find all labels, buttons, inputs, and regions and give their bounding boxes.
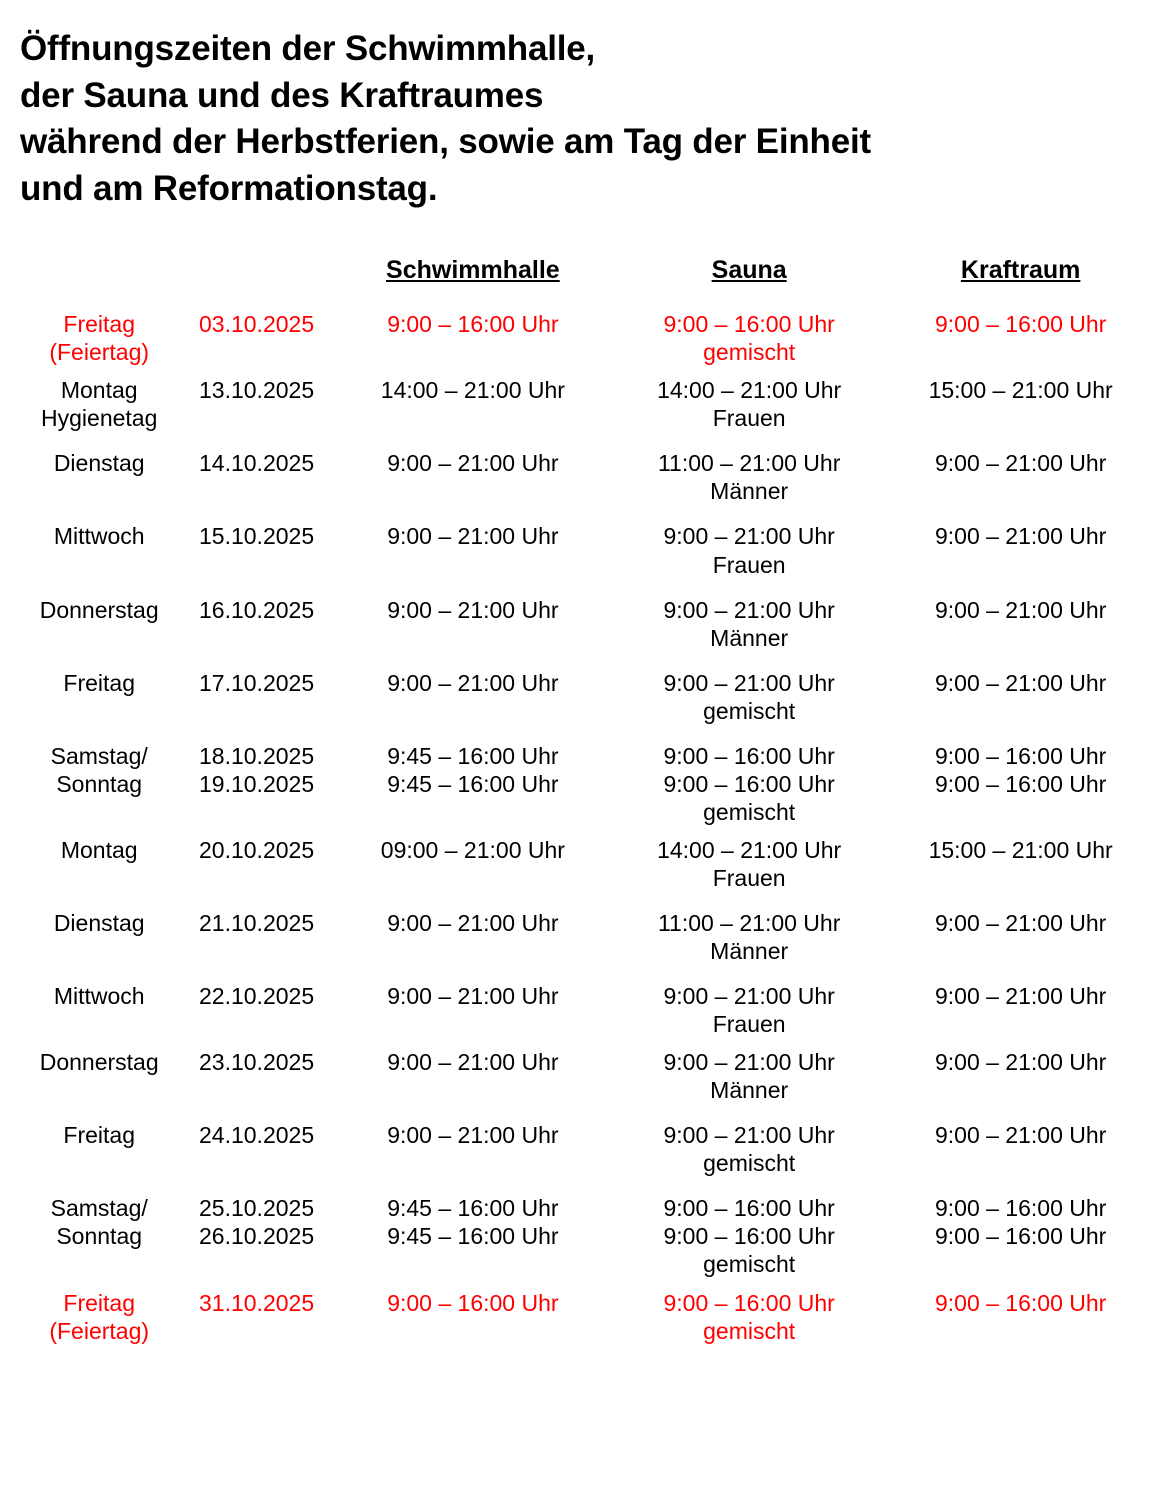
table-header-row	[20, 256, 1154, 293]
cell-sauna	[611, 432, 887, 505]
cell-kraftraum	[887, 826, 1154, 892]
cell-day-line: Samstag/	[50, 742, 148, 769]
cell-date-line: 22.10.2025	[199, 983, 315, 1010]
column-header-kraftraum: Kraftraum	[960, 256, 1081, 285]
cell-day-line: Dienstag	[53, 450, 145, 477]
cell-day	[20, 505, 178, 578]
cell-sauna-line: 14:00 – 21:00 Uhr	[657, 377, 842, 404]
cell-date-line: 25.10.2025	[199, 1195, 315, 1222]
cell-day-line: Freitag	[63, 669, 135, 696]
table-row	[20, 293, 1154, 366]
table-header	[20, 256, 1154, 293]
cell-day	[20, 965, 178, 1038]
cell-day-line: Dienstag	[53, 909, 145, 936]
cell-sauna-line: gemischt	[703, 697, 796, 724]
cell-kraftraum-line: 15:00 – 21:00 Uhr	[928, 377, 1113, 404]
cell-date	[178, 892, 334, 965]
title-line-2: der Sauna und des Kraftraumes	[20, 75, 544, 115]
cell-sauna-line: 9:00 – 16:00 Uhr	[663, 742, 835, 769]
cell-sauna-line: 9:00 – 21:00 Uhr	[663, 523, 835, 550]
cell-schwimmhalle-line: 9:45 – 16:00 Uhr	[387, 770, 559, 797]
cell-day	[20, 293, 178, 366]
cell-sauna-line: 9:00 – 16:00 Uhr	[663, 1289, 835, 1316]
cell-sauna	[611, 892, 887, 965]
table-row	[20, 826, 1154, 892]
cell-schwimmhalle	[335, 1038, 611, 1104]
cell-kraftraum-line: 15:00 – 21:00 Uhr	[928, 836, 1113, 863]
cell-date	[178, 1104, 334, 1177]
cell-day	[20, 1279, 178, 1345]
cell-schwimmhalle	[335, 826, 611, 892]
cell-date	[178, 579, 334, 652]
cell-kraftraum	[887, 432, 1154, 505]
cell-date	[178, 505, 334, 578]
table-row	[20, 892, 1154, 965]
cell-kraftraum-line: 9:00 – 16:00 Uhr	[934, 770, 1107, 797]
cell-sauna-line: 9:00 – 21:00 Uhr	[663, 1049, 835, 1076]
cell-sauna-line: Männer	[710, 624, 789, 651]
cell-sauna-line: gemischt	[703, 798, 796, 825]
cell-day	[20, 432, 178, 505]
cell-sauna-line: 9:00 – 21:00 Uhr	[663, 1122, 835, 1149]
cell-sauna-line: gemischt	[703, 339, 796, 366]
cell-sauna	[611, 579, 887, 652]
cell-schwimmhalle	[335, 366, 611, 432]
cell-sauna-line: Frauen	[712, 551, 786, 578]
cell-schwimmhalle-line: 9:45 – 16:00 Uhr	[387, 742, 559, 769]
cell-date	[178, 432, 334, 505]
cell-kraftraum-line: 9:00 – 21:00 Uhr	[934, 1122, 1107, 1149]
cell-day-line: Mittwoch	[53, 523, 145, 550]
table-row	[20, 432, 1154, 505]
cell-schwimmhalle-line: 09:00 – 21:00 Uhr	[380, 836, 565, 863]
cell-day-line: Samstag/	[50, 1195, 148, 1222]
cell-sauna-line: 9:00 – 16:00 Uhr	[663, 1195, 835, 1222]
cell-date	[178, 293, 334, 366]
cell-schwimmhalle	[335, 293, 611, 366]
cell-date-line: 20.10.2025	[199, 836, 315, 863]
cell-day-line: Montag	[60, 377, 138, 404]
column-header-sauna: Sauna	[711, 256, 787, 285]
cell-kraftraum	[887, 505, 1154, 578]
cell-date-line: 03.10.2025	[199, 311, 315, 338]
cell-schwimmhalle-line: 9:00 – 21:00 Uhr	[387, 909, 559, 936]
table-row	[20, 505, 1154, 578]
cell-date	[178, 725, 334, 826]
cell-sauna-line: 9:00 – 16:00 Uhr	[663, 1223, 835, 1250]
cell-kraftraum	[887, 366, 1154, 432]
cell-sauna-line: 14:00 – 21:00 Uhr	[657, 836, 842, 863]
cell-date	[178, 1177, 334, 1278]
title-line-3: während der Herbstferien, sowie am Tag der Einheit	[20, 122, 871, 162]
cell-kraftraum-line: 9:00 – 16:00 Uhr	[934, 311, 1107, 338]
table-row	[20, 1177, 1154, 1278]
cell-date	[178, 1279, 334, 1345]
cell-date-line: 21.10.2025	[199, 909, 315, 936]
cell-day-line: Freitag	[63, 1122, 135, 1149]
cell-date-line: 26.10.2025	[199, 1223, 315, 1250]
cell-sauna	[611, 826, 887, 892]
cell-sauna-line: 11:00 – 21:00 Uhr	[657, 450, 841, 477]
cell-kraftraum-line: 9:00 – 21:00 Uhr	[934, 983, 1107, 1010]
cell-day	[20, 579, 178, 652]
cell-date	[178, 826, 334, 892]
page-title	[20, 26, 1154, 212]
table-row	[20, 579, 1154, 652]
cell-kraftraum-line: 9:00 – 16:00 Uhr	[934, 1195, 1107, 1222]
cell-kraftraum-line: 9:00 – 21:00 Uhr	[934, 523, 1107, 550]
cell-day-line: Mittwoch	[53, 983, 145, 1010]
cell-kraftraum	[887, 725, 1154, 826]
cell-sauna-line: 9:00 – 21:00 Uhr	[663, 669, 835, 696]
cell-schwimmhalle-line: 9:00 – 21:00 Uhr	[387, 983, 559, 1010]
cell-date-line: 31.10.2025	[199, 1289, 315, 1316]
cell-schwimmhalle-line: 14:00 – 21:00 Uhr	[380, 377, 565, 404]
cell-day-line: (Feiertag)	[49, 1317, 150, 1344]
cell-schwimmhalle-line: 9:00 – 21:00 Uhr	[387, 523, 559, 550]
cell-kraftraum	[887, 293, 1154, 366]
cell-date-line: 19.10.2025	[199, 770, 315, 797]
cell-day	[20, 366, 178, 432]
cell-kraftraum-line: 9:00 – 21:00 Uhr	[934, 450, 1107, 477]
cell-sauna-line: gemischt	[703, 1251, 796, 1278]
column-header-day	[20, 256, 178, 293]
cell-date	[178, 652, 334, 725]
cell-day	[20, 892, 178, 965]
cell-day-line: Montag	[60, 836, 138, 863]
cell-sauna	[611, 1177, 887, 1278]
table-row	[20, 725, 1154, 826]
cell-kraftraum	[887, 652, 1154, 725]
cell-kraftraum-line: 9:00 – 21:00 Uhr	[934, 909, 1107, 936]
cell-schwimmhalle	[335, 579, 611, 652]
cell-day	[20, 725, 178, 826]
cell-schwimmhalle	[335, 965, 611, 1038]
cell-sauna	[611, 366, 887, 432]
cell-schwimmhalle-line: 9:00 – 21:00 Uhr	[387, 450, 559, 477]
cell-sauna	[611, 1104, 887, 1177]
table-body	[20, 293, 1154, 1344]
cell-day-line: (Feiertag)	[49, 339, 150, 366]
cell-schwimmhalle	[335, 1104, 611, 1177]
cell-kraftraum	[887, 579, 1154, 652]
title-line-1: Öffnungszeiten der Schwimmhalle,	[20, 29, 596, 68]
cell-sauna-line: Frauen	[712, 864, 786, 891]
cell-kraftraum	[887, 892, 1154, 965]
title-line-4: und am Reformationstag.	[20, 168, 438, 208]
cell-day-line: Donnerstag	[39, 1049, 159, 1076]
cell-sauna	[611, 725, 887, 826]
cell-kraftraum-line: 9:00 – 16:00 Uhr	[934, 1289, 1107, 1316]
cell-sauna	[611, 1038, 887, 1104]
cell-kraftraum	[887, 1279, 1154, 1345]
cell-date-line: 23.10.2025	[199, 1049, 315, 1076]
cell-sauna-line: gemischt	[703, 1150, 796, 1177]
cell-date-line: 15.10.2025	[199, 523, 315, 550]
cell-schwimmhalle-line: 9:45 – 16:00 Uhr	[387, 1195, 559, 1222]
table-row	[20, 965, 1154, 1038]
cell-sauna	[611, 965, 887, 1038]
cell-sauna-line: gemischt	[703, 1317, 796, 1344]
cell-schwimmhalle-line: 9:00 – 16:00 Uhr	[387, 1289, 559, 1316]
cell-date-line: 13.10.2025	[199, 377, 315, 404]
cell-schwimmhalle	[335, 1177, 611, 1278]
column-header-schwimmhalle: Schwimmhalle	[386, 256, 560, 285]
cell-sauna	[611, 652, 887, 725]
cell-date	[178, 366, 334, 432]
cell-day	[20, 1038, 178, 1104]
cell-day-line: Freitag	[63, 311, 135, 338]
cell-sauna-line: Männer	[710, 938, 789, 965]
cell-sauna-line: 9:00 – 21:00 Uhr	[663, 596, 835, 623]
cell-date-line: 14.10.2025	[199, 450, 315, 477]
cell-schwimmhalle	[335, 432, 611, 505]
cell-sauna-line: 9:00 – 16:00 Uhr	[663, 770, 835, 797]
cell-kraftraum	[887, 1104, 1154, 1177]
cell-sauna-line: Männer	[710, 478, 789, 505]
cell-sauna-line: Frauen	[712, 405, 786, 432]
cell-kraftraum-line: 9:00 – 16:00 Uhr	[934, 1223, 1107, 1250]
cell-schwimmhalle-line: 9:00 – 16:00 Uhr	[387, 311, 559, 338]
table-row	[20, 1279, 1154, 1345]
cell-sauna-line: 9:00 – 16:00 Uhr	[663, 311, 835, 338]
cell-day-line: Freitag	[63, 1289, 135, 1316]
cell-day	[20, 826, 178, 892]
cell-schwimmhalle	[335, 892, 611, 965]
cell-schwimmhalle	[335, 505, 611, 578]
cell-schwimmhalle-line: 9:00 – 21:00 Uhr	[387, 1122, 559, 1149]
cell-date-line: 18.10.2025	[199, 742, 315, 769]
cell-kraftraum	[887, 965, 1154, 1038]
cell-day	[20, 1104, 178, 1177]
cell-kraftraum-line: 9:00 – 21:00 Uhr	[934, 596, 1107, 623]
cell-kraftraum-line: 9:00 – 21:00 Uhr	[934, 669, 1107, 696]
cell-day-line: Sonntag	[56, 1223, 143, 1250]
cell-kraftraum	[887, 1038, 1154, 1104]
cell-schwimmhalle-line: 9:00 – 21:00 Uhr	[387, 1049, 559, 1076]
cell-sauna-line: Frauen	[712, 1011, 786, 1038]
table-row	[20, 1104, 1154, 1177]
cell-sauna-line: 9:00 – 21:00 Uhr	[663, 983, 835, 1010]
cell-day-line: Donnerstag	[39, 596, 159, 623]
cell-kraftraum-line: 9:00 – 16:00 Uhr	[934, 742, 1107, 769]
cell-date-line: 17.10.2025	[199, 669, 315, 696]
cell-sauna	[611, 505, 887, 578]
cell-schwimmhalle-line: 9:00 – 21:00 Uhr	[387, 596, 559, 623]
cell-schwimmhalle	[335, 725, 611, 826]
cell-sauna	[611, 293, 887, 366]
column-header-date	[178, 256, 334, 293]
cell-sauna-line: 11:00 – 21:00 Uhr	[657, 909, 841, 936]
cell-sauna-line: Männer	[710, 1077, 789, 1104]
cell-day	[20, 652, 178, 725]
cell-day-line: Sonntag	[56, 770, 143, 797]
table-row	[20, 366, 1154, 432]
cell-date-line: 16.10.2025	[199, 596, 315, 623]
cell-schwimmhalle-line: 9:00 – 21:00 Uhr	[387, 669, 559, 696]
cell-day	[20, 1177, 178, 1278]
cell-kraftraum	[887, 1177, 1154, 1278]
cell-schwimmhalle	[335, 652, 611, 725]
cell-schwimmhalle	[335, 1279, 611, 1345]
cell-date	[178, 1038, 334, 1104]
cell-sauna	[611, 1279, 887, 1345]
cell-kraftraum-line: 9:00 – 21:00 Uhr	[934, 1049, 1107, 1076]
cell-schwimmhalle-line: 9:45 – 16:00 Uhr	[387, 1223, 559, 1250]
opening-hours-table	[20, 256, 1154, 1344]
cell-date-line: 24.10.2025	[199, 1122, 315, 1149]
table-row	[20, 652, 1154, 725]
cell-date	[178, 965, 334, 1038]
table-row	[20, 1038, 1154, 1104]
cell-day-line: Hygienetag	[41, 405, 158, 432]
